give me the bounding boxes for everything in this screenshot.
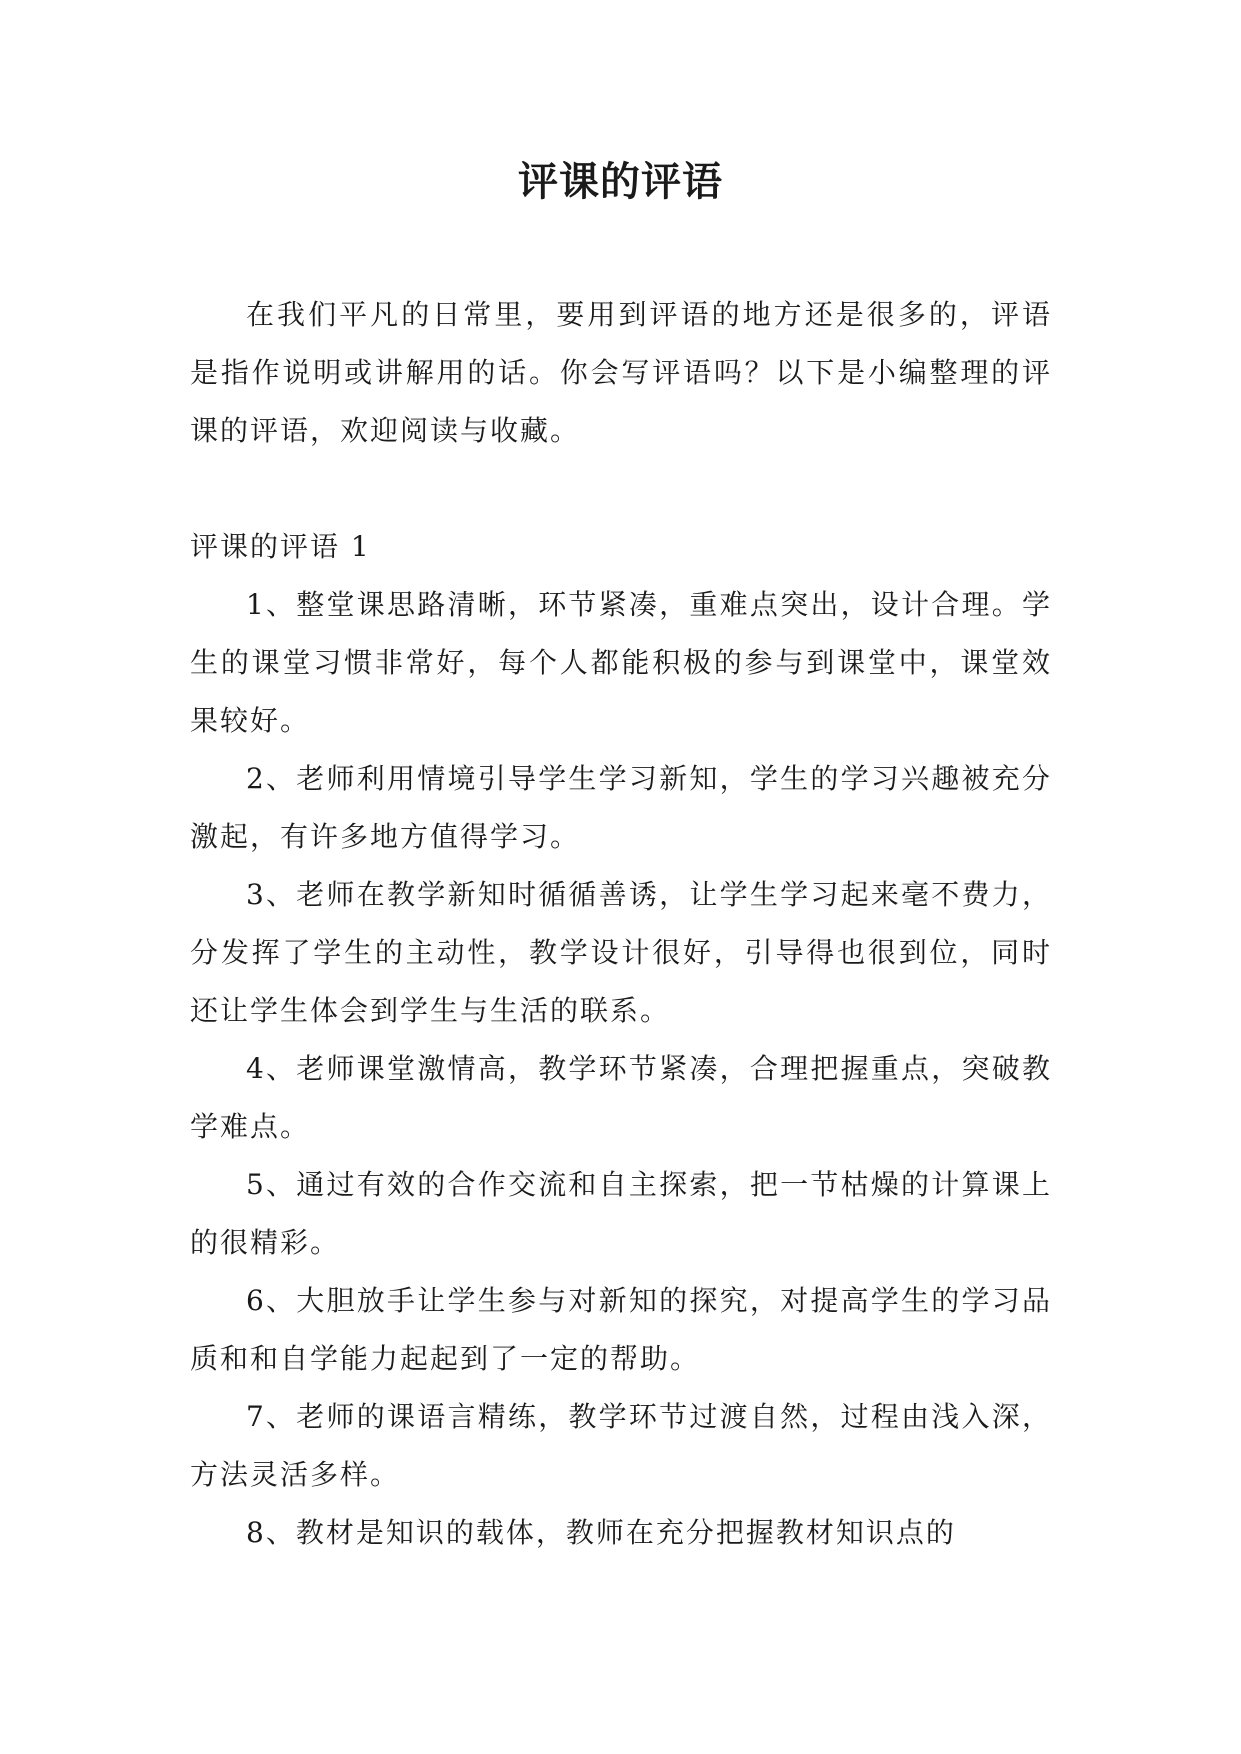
comment-item-4: 4、老师课堂激情高，教学环节紧凑，合理把握重点，突破教学难点。 (190, 1052, 1052, 1143)
intro-paragraph: 在我们平凡的日常里，要用到评语的地方还是很多的，评语是指作说明或讲解用的话。你会写评语吗？以下是小编整理的评课的评语，欢迎阅读与收藏。 (190, 298, 1052, 447)
comment-item-7: 7、老师的课语言精练，教学环节过渡自然，过程由浅入深，方法灵活多样。 (190, 1400, 1052, 1491)
section-heading: 评课的评语 1 (190, 530, 371, 563)
document-body (190, 286, 1052, 1562)
comment-item-5: 5、通过有效的合作交流和自主探索，把一节枯燥的计算课上的很精彩。 (190, 1168, 1052, 1259)
comment-item-3: 3、老师在教学新知时循循善诱，让学生学习起来毫不费力，分发挥了学生的主动性，教学设计很好，引导得也很到位，同时还让学生体会到学生与生活的联系。 (190, 878, 1052, 1027)
comment-item-1: 1、整堂课思路清晰，环节紧凑，重难点突出，设计合理。学生的课堂习惯非常好，每个人都能积极的参与到课堂中，课堂效果较好。 (190, 588, 1052, 737)
comment-item-2: 2、老师利用情境引导学生学习新知，学生的学习兴趣被充分激起，有许多地方值得学习。 (190, 762, 1052, 853)
comment-item-6: 6、大胆放手让学生参与对新知的探究，对提高学生的学习品质和和自学能力起起到了一定的帮助。 (190, 1284, 1052, 1375)
document-title: 评课的评语 (518, 158, 723, 205)
comment-item-8: 8、教材是知识的载体，教师在充分把握教材知识点的 (246, 1516, 956, 1549)
